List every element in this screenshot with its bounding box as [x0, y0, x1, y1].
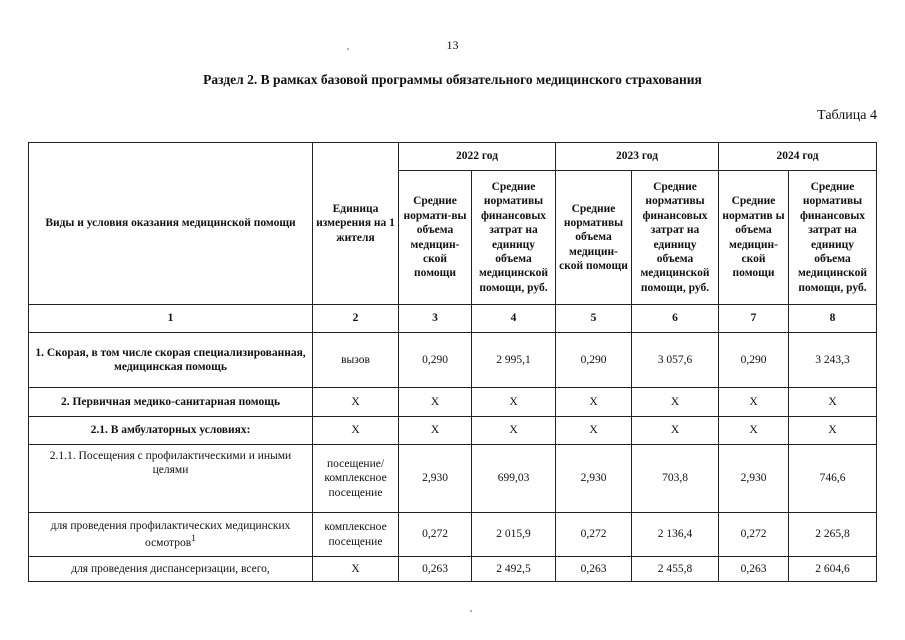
row-name: 2. Первичная медико-санитарная помощь [29, 388, 313, 417]
table-row [29, 445, 877, 513]
cell-value: 2 604,6 [789, 557, 877, 582]
table-row [29, 388, 877, 417]
cell-value: 2 015,9 [472, 513, 556, 557]
row-unit: комплексное посещение [313, 513, 399, 557]
cell-value: 0,272 [556, 513, 632, 557]
header-volume-2023: Средние нормативы объема медицин-ской помощи [556, 171, 632, 305]
header-year-2024: 2024 год [719, 143, 877, 171]
cell-value: Х [399, 388, 472, 417]
cell-value: Х [472, 417, 556, 445]
column-number: 2 [313, 305, 399, 333]
cell-value: 2,930 [399, 445, 472, 513]
cell-value: 0,290 [556, 333, 632, 388]
cell-value: 0,272 [719, 513, 789, 557]
column-number: 4 [472, 305, 556, 333]
cell-value: 0,272 [399, 513, 472, 557]
row-unit: посещение/ комплексное посещение [313, 445, 399, 513]
cell-value: 2,930 [556, 445, 632, 513]
row-name: 1. Скорая, в том числе скорая специализированная, медицинская помощь [29, 333, 313, 388]
row-name-cell [29, 513, 313, 557]
cell-value: 3 243,3 [789, 333, 877, 388]
table-row [29, 417, 877, 445]
cell-value: 703,8 [632, 445, 719, 513]
cell-value: 699,03 [472, 445, 556, 513]
cell-value: Х [632, 388, 719, 417]
scan-speck [470, 610, 472, 612]
row-name: 2.1.1. Посещения с профилактическими и иными целями [29, 445, 313, 513]
column-number: 6 [632, 305, 719, 333]
table-row [29, 557, 877, 582]
cell-value: Х [789, 388, 877, 417]
header-volume-2022: Средние нормати-вы объема медицин-ской помощи [399, 171, 472, 305]
column-number: 3 [399, 305, 472, 333]
header-cost-2022: Средние нормативы финансовых затрат на единицу объема медицинской помощи, руб. [472, 171, 556, 305]
cell-value: Х [632, 417, 719, 445]
column-number: 8 [789, 305, 877, 333]
cell-value: Х [719, 388, 789, 417]
row-unit: Х [313, 388, 399, 417]
cell-value: Х [556, 388, 632, 417]
cell-value: Х [399, 417, 472, 445]
table-label: Таблица 4 [817, 108, 877, 123]
column-number: 5 [556, 305, 632, 333]
cell-value: 0,263 [399, 557, 472, 582]
header-volume-2024: Средние норматив ы объема медицин-ской помощи [719, 171, 789, 305]
cell-value: 2 995,1 [472, 333, 556, 388]
norms-table [28, 142, 877, 582]
cell-value: 0,290 [399, 333, 472, 388]
header-row-years [29, 143, 877, 171]
page-number: 13 [446, 38, 459, 52]
row-name: для проведения профилактических медицинских осмотров [50, 519, 291, 549]
row-unit: вызов [313, 333, 399, 388]
cell-value: Х [556, 417, 632, 445]
header-year-2022: 2022 год [399, 143, 556, 171]
cell-value: 2 455,8 [632, 557, 719, 582]
header-cost-2024: Средние нормативы финансовых затрат на единицу объема медицинской помощи, руб. [789, 171, 877, 305]
cell-value: Х [719, 417, 789, 445]
cell-value: Х [789, 417, 877, 445]
cell-value: 2 136,4 [632, 513, 719, 557]
footnote-marker: 1 [191, 533, 196, 545]
column-number-row [29, 305, 877, 333]
header-type: Виды и условия оказания медицинской помощи [29, 143, 313, 305]
header-unit: Единица измерения на 1 жителя [313, 143, 399, 305]
row-unit: Х [313, 417, 399, 445]
cell-value: 0,263 [719, 557, 789, 582]
row-name: для проведения диспансеризации, всего, [29, 557, 313, 582]
cell-value: 2 265,8 [789, 513, 877, 557]
header-year-2023: 2023 год [556, 143, 719, 171]
scan-speck [347, 48, 349, 50]
cell-value: 0,263 [556, 557, 632, 582]
column-number: 7 [719, 305, 789, 333]
cell-value: 2,930 [719, 445, 789, 513]
row-unit: Х [313, 557, 399, 582]
header-cost-2023: Средние нормативы финансовых затрат на единицу объема медицинской помощи, руб. [632, 171, 719, 305]
cell-value: 0,290 [719, 333, 789, 388]
table-row [29, 513, 877, 557]
cell-value: Х [472, 388, 556, 417]
cell-value: 2 492,5 [472, 557, 556, 582]
row-name: 2.1. В амбулаторных условиях: [29, 417, 313, 445]
section-title: Раздел 2. В рамках базовой программы обязательного медицинского страхования [203, 72, 702, 87]
cell-value: 746,6 [789, 445, 877, 513]
column-number: 1 [29, 305, 313, 333]
cell-value: 3 057,6 [632, 333, 719, 388]
table-row [29, 333, 877, 388]
